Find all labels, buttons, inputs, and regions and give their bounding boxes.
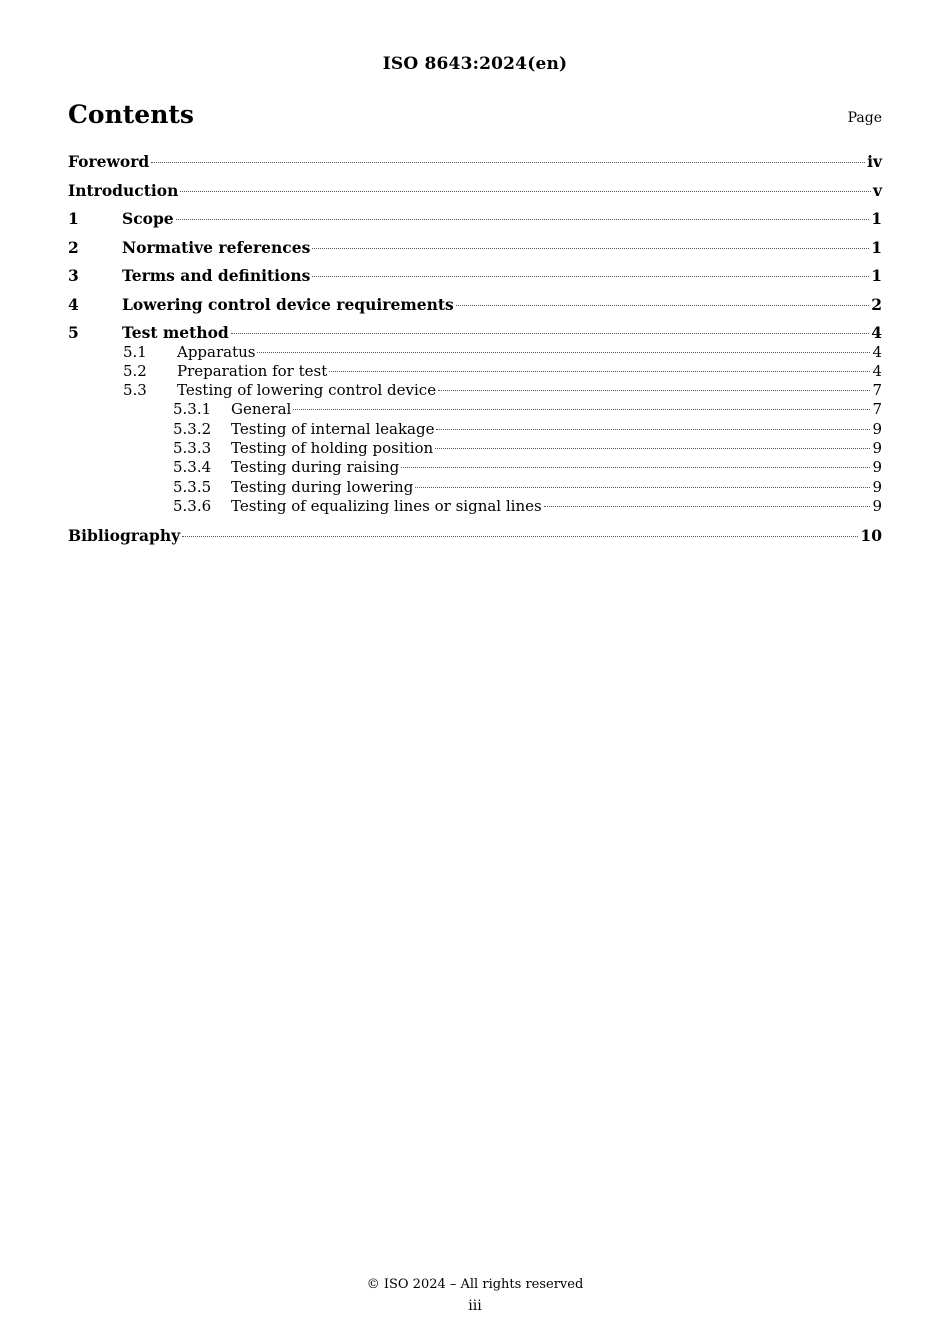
toc-entry-label: Lowering control device requirements [122,294,454,314]
toc-entry-page: 9 [872,419,882,438]
copyright-footer: © ISO 2024 – All rights reserved [366,1277,584,1292]
toc-entry-label: Introduction [68,180,179,200]
toc-entry-label: Terms and definitions [122,266,311,285]
toc-entry-number: 5.3.2 [173,419,212,438]
toc-entry-apparatus[interactable] [68,343,882,362]
toc-entry-bibliography[interactable] [68,526,882,555]
page-column-label: Page [847,110,882,126]
toc-entry-label: Testing during raising [231,458,400,477]
toc-leader-dots [151,162,865,163]
toc-entry-number: 5.3.6 [173,496,212,515]
toc-entry-label: Apparatus [177,342,256,361]
toc-entry-page: 1 [871,237,882,257]
toc-entry-number: 5.2 [123,361,147,380]
toc-entry-terms-and-definitions[interactable] [68,266,882,295]
toc-entry-label: Testing of holding position [231,438,434,457]
toc-leader-dots [312,276,869,277]
toc-entry-preparation-for-test[interactable] [68,362,882,381]
toc-entry-page: 9 [872,496,882,515]
toc-entry-testing-during-lowering[interactable] [68,478,882,497]
toc-entry-page: 1 [871,266,882,285]
toc-entry-label: Testing of lowering control device [177,381,437,400]
toc-leader-dots [435,448,870,449]
toc-leader-dots [329,371,870,372]
toc-entry-page: v [872,180,882,200]
toc-entry-label: Scope [122,209,174,228]
toc-entry-lowering-control-device-requirements[interactable] [68,295,882,324]
toc-entry-label: Testing of equalizing lines or signal lines [231,496,542,515]
toc-entry-page: 9 [872,477,882,496]
toc-entry-label: Normative references [122,237,311,257]
toc-entry-label: Testing during lowering [231,477,414,496]
toc-leader-dots [182,536,858,537]
toc-leader-dots [176,219,870,220]
toc-entry-label: Bibliography [68,525,181,545]
toc-entry-label: Foreword [68,152,150,171]
toc-leader-dots [257,352,870,353]
contents-title: Contents [68,100,195,129]
toc-entry-label: Test method [122,323,229,342]
toc-leader-dots [415,487,870,488]
toc-entry-label: Preparation for test [177,361,328,380]
toc-entry-page: 7 [872,381,882,400]
toc-entry-page: 9 [872,438,882,457]
toc-entry-foreword[interactable] [68,152,882,181]
table-of-contents [68,152,882,554]
toc-entry-page: 2 [871,294,882,314]
toc-leader-dots [544,506,871,507]
toc-leader-dots [436,429,870,430]
toc-entry-number: 5.3.3 [173,438,212,457]
toc-entry-number: 2 [68,237,79,257]
toc-entry-testing-of-internal-leakage[interactable] [68,420,882,439]
toc-entry-number: 5 [68,323,79,342]
toc-leader-dots [293,409,870,410]
toc-entry-number: 1 [68,209,79,228]
toc-entry-number: 5.3 [123,381,147,400]
toc-entry-number: 3 [68,266,79,285]
toc-entry-page: 4 [872,361,882,380]
toc-entry-label: Testing of internal leakage [231,419,435,438]
toc-entry-label: General [231,400,292,419]
toc-entry-page: 7 [872,400,882,419]
toc-entry-number: 5.3.1 [173,400,212,419]
toc-leader-dots [180,191,871,192]
toc-entry-general[interactable] [68,400,882,419]
toc-entry-testing-of-equalizing-lines[interactable] [68,497,882,526]
toc-entry-testing-of-lowering-control-device[interactable] [68,381,882,400]
toc-entry-introduction[interactable] [68,181,882,210]
toc-entry-page: 9 [872,458,882,477]
toc-entry-number: 5.1 [123,342,147,361]
toc-entry-number: 5.3.4 [173,458,212,477]
toc-entry-number: 4 [68,294,79,314]
toc-leader-dots [438,390,870,391]
toc-leader-dots [456,305,869,306]
toc-entry-page: 4 [871,323,882,342]
toc-entry-page: 4 [872,342,882,361]
toc-entry-scope[interactable] [68,209,882,238]
toc-entry-page: 1 [871,209,882,228]
toc-leader-dots [401,467,870,468]
toc-entry-number: 5.3.5 [173,477,212,496]
footer-page-number: iii [468,1298,482,1314]
toc-leader-dots [312,248,869,249]
toc-entry-testing-of-holding-position[interactable] [68,439,882,458]
toc-leader-dots [231,333,869,334]
toc-entry-page: iv [867,152,882,171]
toc-entry-testing-during-raising[interactable] [68,458,882,477]
toc-entry-page: 10 [860,525,882,545]
toc-entry-normative-references[interactable] [68,238,882,267]
toc-entry-test-method[interactable] [68,323,882,343]
document-id-header: ISO 8643:2024(en) [382,54,568,74]
